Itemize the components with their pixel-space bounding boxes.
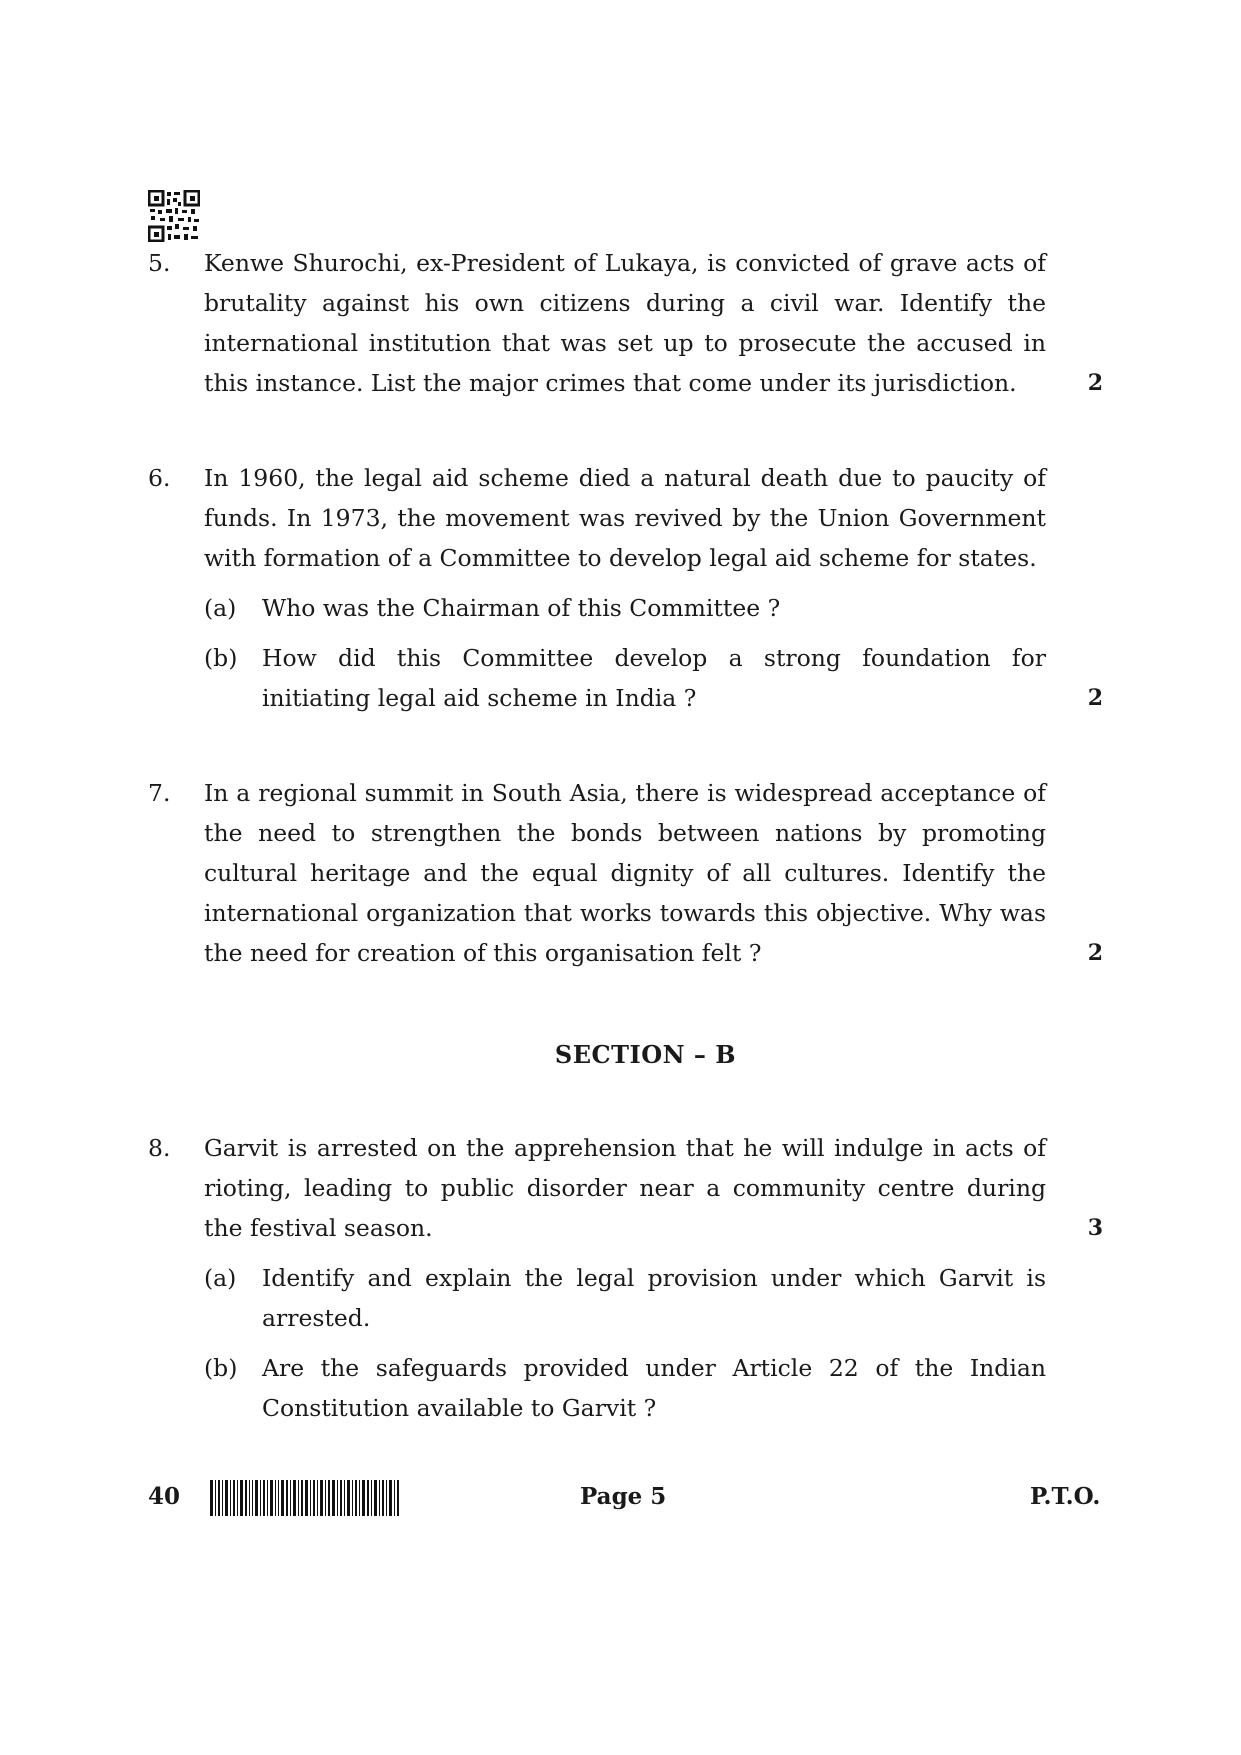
- question-part: [204, 638, 1103, 718]
- question-text: Kenwe Shurochi, ex-President of Lukaya, is convicted of grave acts of brutality against his own citizens during a civil war. Identify the international institution that was set up to prosecute the accused in this instance. List the major crimes that come under its jurisdiction.: [204, 249, 1046, 397]
- question-7: [148, 773, 1103, 973]
- paper-code: 40: [148, 1483, 181, 1510]
- question-text: In a regional summit in South Asia, there is widespread acceptance of the need to strengthen the bonds between nations by promoting cultural heritage and the equal dignity of all cultures. Identify the international organization that works towards this objective. Why was the need for creation of this organisation felt ?: [204, 779, 1046, 967]
- part-text: Who was the Chairman of this Committee ?: [262, 594, 781, 622]
- question-text: Garvit is arrested on the apprehension that he will indulge in acts of rioting, leading to public disorder near a community centre during the festival season.: [204, 1134, 1046, 1242]
- question-number: 6.: [148, 464, 171, 492]
- question-part: [204, 1348, 1103, 1428]
- question-number: 5.: [148, 249, 171, 277]
- part-text: How did this Committee develop a strong foundation for initiating legal aid scheme in India ?: [262, 644, 1046, 712]
- question-marks: 2: [1087, 685, 1103, 711]
- question-part: [204, 588, 1103, 628]
- question-part: [204, 1258, 1103, 1338]
- qr-code-icon: [148, 190, 200, 242]
- question-number: 7.: [148, 779, 171, 807]
- question-marks: 3: [1087, 1215, 1103, 1241]
- part-label: (a): [204, 594, 237, 622]
- question-8: [148, 1128, 1103, 1428]
- question-text: In 1960, the legal aid scheme died a natural death due to paucity of funds. In 1973, the movement was revived by the Union Government with formation of a Committee to develop legal aid scheme for states.: [204, 464, 1046, 572]
- question-number: 8.: [148, 1134, 171, 1162]
- part-text: Identify and explain the legal provision under which Garvit is arrested.: [262, 1264, 1046, 1332]
- question-6: [148, 458, 1103, 718]
- pto-label: P.T.O.: [1030, 1483, 1101, 1510]
- part-text: Are the safeguards provided under Article 22 of the Indian Constitution available to Garvit ?: [262, 1354, 1046, 1422]
- barcode-icon: [210, 1480, 402, 1516]
- question-5: [148, 243, 1103, 403]
- question-marks: 2: [1087, 370, 1103, 396]
- question-marks: 2: [1087, 940, 1103, 966]
- section-title: SECTION – B: [554, 1040, 737, 1069]
- part-label: (a): [204, 1264, 237, 1292]
- part-label: (b): [204, 644, 238, 672]
- page-number: Page 5: [580, 1483, 667, 1510]
- part-label: (b): [204, 1354, 238, 1382]
